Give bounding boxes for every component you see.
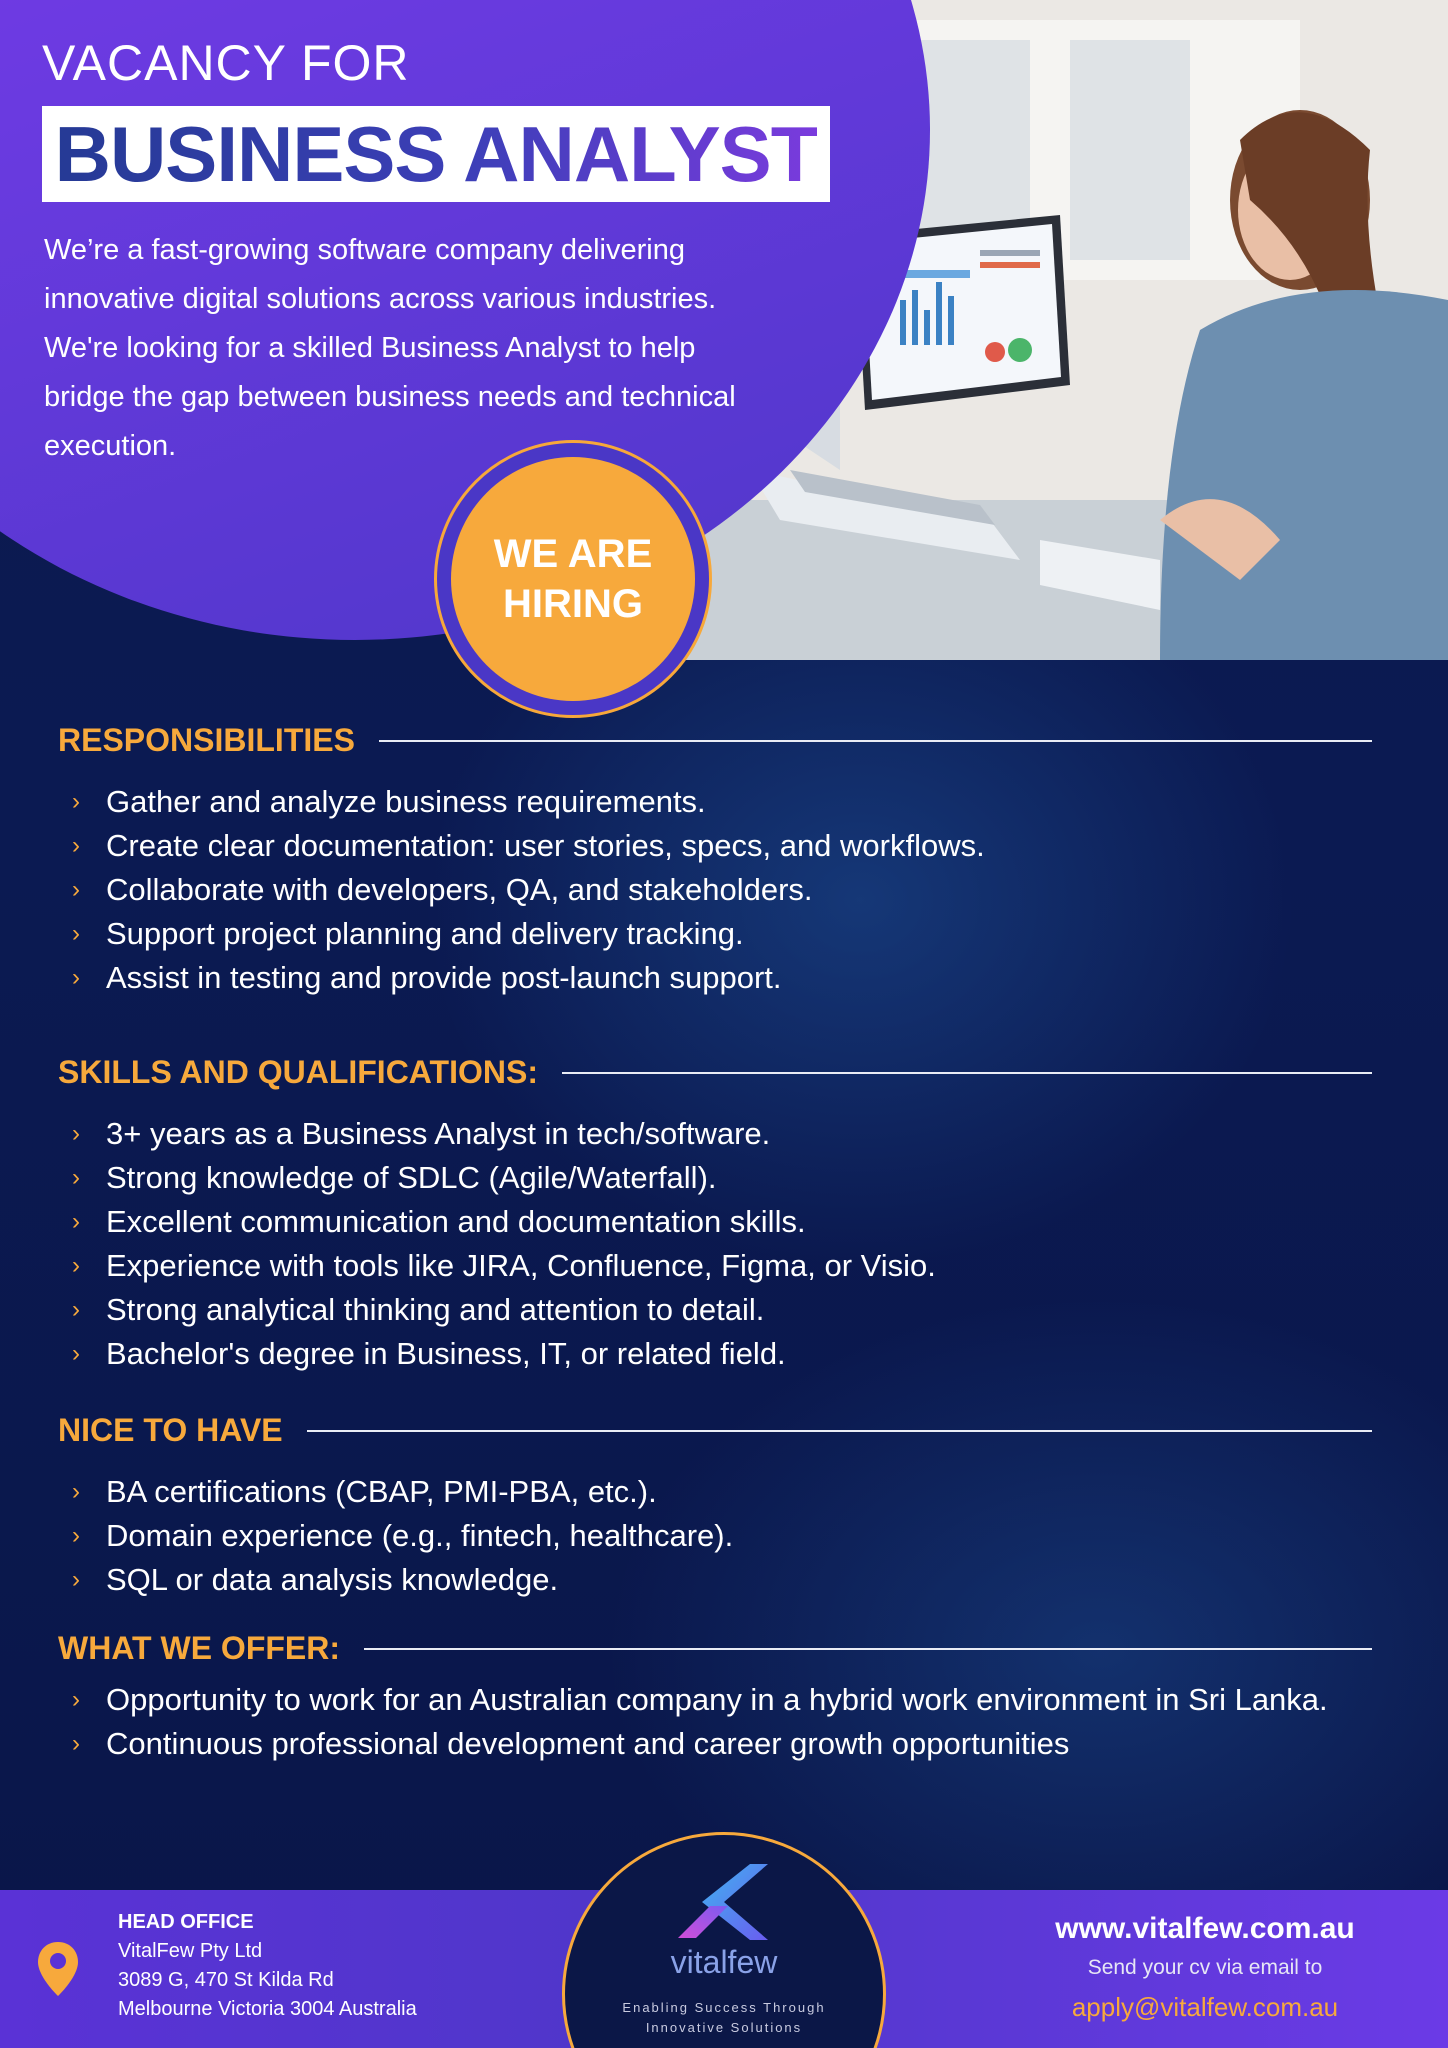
chevron-right-icon: › — [72, 1686, 80, 1713]
head-office-block — [118, 1908, 417, 2024]
section-divider — [562, 1072, 1372, 1074]
skills-title: SKILLS AND QUALIFICATIONS: — [58, 1054, 538, 1090]
chevron-right-icon: › — [72, 832, 80, 859]
nice-to-have-title: NICE TO HAVE — [58, 1412, 283, 1448]
list-item: › Support project planning and delivery tracking. — [68, 912, 1368, 956]
office-city: Melbourne Victoria 3004 Australia — [118, 1998, 417, 2020]
hiring-badge — [451, 457, 695, 701]
chevron-right-icon: › — [72, 876, 80, 903]
offer-title: WHAT WE OFFER: — [58, 1630, 341, 1666]
website-link[interactable]: www.vitalfew.com.au — [1055, 1912, 1355, 1945]
office-company: VitalFew Pty Ltd — [118, 1940, 263, 1962]
chevron-right-icon: › — [72, 788, 80, 815]
list-item: › Bachelor's degree in Business, IT, or related field. — [68, 1332, 1368, 1376]
responsibilities-list — [68, 780, 1368, 1000]
list-item: › Experience with tools like JIRA, Confluence, Figma, or Visio. — [68, 1244, 1368, 1288]
chevron-right-icon: › — [72, 1120, 80, 1147]
hiring-badge-line1: WE ARE — [493, 532, 653, 576]
list-item: › Create clear documentation: user stories, specs, and workflows. — [68, 824, 1368, 868]
head-office-heading: HEAD OFFICE — [118, 1911, 254, 1933]
section-divider — [379, 740, 1372, 742]
chevron-right-icon: › — [72, 920, 80, 947]
send-cv-text: Send your cv via email to — [1087, 1956, 1323, 1979]
chevron-right-icon: › — [72, 1566, 80, 1593]
offer-list — [68, 1678, 1338, 1766]
chevron-right-icon: › — [72, 1208, 80, 1235]
brand-tagline: Enabling Success Through Innovative Solutions — [622, 2000, 826, 2035]
list-item: › Strong knowledge of SDLC (Agile/Waterfall). — [68, 1156, 1368, 1200]
job-title-box — [42, 106, 830, 202]
chevron-right-icon: › — [72, 1522, 80, 1549]
nice-to-have-heading — [58, 1412, 1372, 1449]
responsibilities-title: RESPONSIBILITIES — [58, 722, 355, 758]
chevron-right-icon: › — [72, 1730, 80, 1757]
list-item: › Assist in testing and provide post-launch support. — [68, 956, 1368, 1000]
responsibilities-heading — [58, 722, 1372, 759]
chevron-right-icon: › — [72, 1340, 80, 1367]
section-divider — [364, 1648, 1372, 1650]
email-link[interactable]: apply@vitalfew.com.au — [1071, 1992, 1339, 2022]
contact-block — [1010, 1912, 1400, 2023]
list-item: › BA certifications (CBAP, PMI-PBA, etc.). — [68, 1470, 1368, 1514]
vacancy-for-label: VACANCY FOR — [42, 35, 410, 91]
list-item: › Strong analytical thinking and attention to detail. — [68, 1288, 1368, 1332]
nice-to-have-list — [68, 1470, 1368, 1602]
job-title: BUSINESS ANALYST — [54, 109, 818, 198]
chevron-right-icon: › — [72, 1296, 80, 1323]
offer-heading — [58, 1630, 1372, 1667]
section-divider — [307, 1430, 1372, 1432]
brand-name: vitalfew — [670, 1944, 778, 1980]
list-item: › SQL or data analysis knowledge. — [68, 1558, 1368, 1602]
hiring-badge-line2: HIRING — [503, 582, 643, 626]
list-item: › Gather and analyze business requirements. — [68, 780, 1368, 824]
chevron-right-icon: › — [72, 1478, 80, 1505]
skills-list — [68, 1112, 1368, 1376]
list-item: › Continuous professional development and career growth opportunities — [68, 1722, 1338, 1766]
office-street: 3089 G, 470 St Kilda Rd — [118, 1969, 334, 1991]
list-item: › 3+ years as a Business Analyst in tech/software. — [68, 1112, 1368, 1156]
skills-heading — [58, 1054, 1372, 1091]
map-pin-icon — [36, 1940, 80, 1998]
list-item: › Domain experience (e.g., fintech, healthcare). — [68, 1514, 1368, 1558]
chevron-right-icon: › — [72, 964, 80, 991]
chevron-right-icon: › — [72, 1252, 80, 1279]
chevron-right-icon: › — [72, 1164, 80, 1191]
list-item: › Excellent communication and documentation skills. — [68, 1200, 1368, 1244]
intro-text: We’re a fast-growing software company delivering innovative digital solutions across various industries. We're looking for a skilled Business Analyst to help bridge the gap between business needs and technical execution. — [44, 234, 736, 462]
list-item: › Collaborate with developers, QA, and stakeholders. — [68, 868, 1368, 912]
vitalfew-logo-icon — [672, 1862, 776, 1942]
list-item: › Opportunity to work for an Australian company in a hybrid work environment in Sri Lanka. — [68, 1678, 1338, 1722]
